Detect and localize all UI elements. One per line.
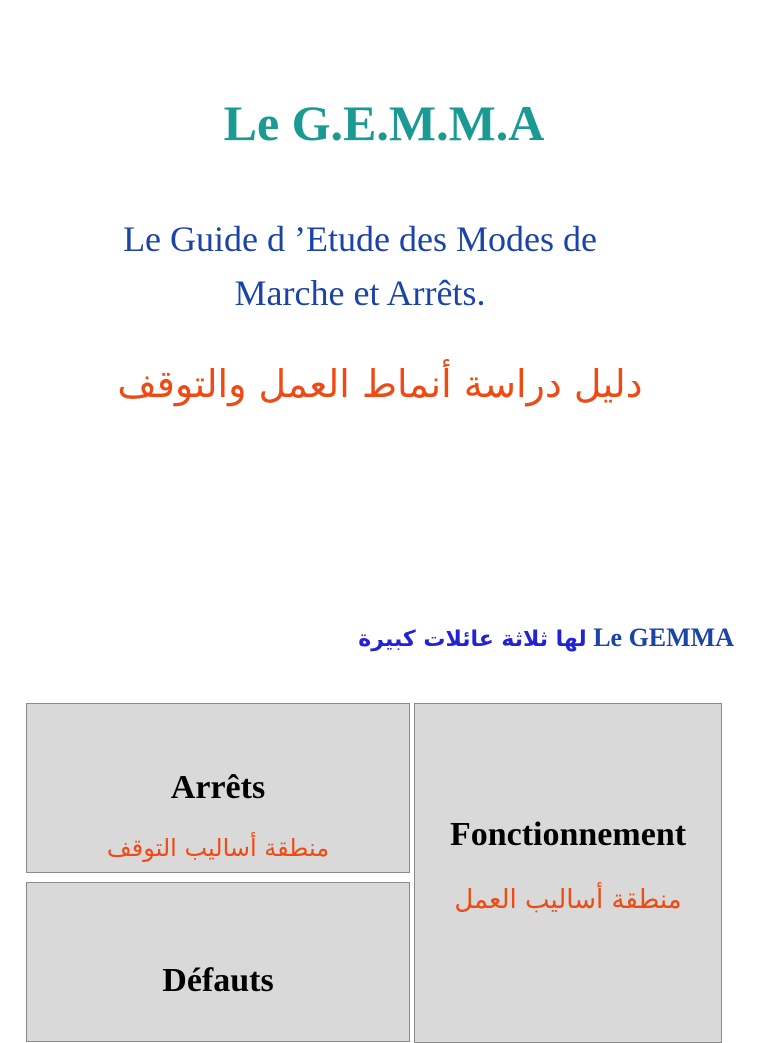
arrets-arabic-label: منطقة أساليب التوقف <box>106 834 330 862</box>
families-arabic-text: لها ثلاثة عائلات كبيرة <box>358 627 587 652</box>
families-heading <box>358 616 734 662</box>
subtitle <box>0 212 720 320</box>
arabic-subtitle: دليل دراسة أنماط العمل والتوقف <box>117 362 643 406</box>
fonctionnement-label: Fonctionnement <box>449 816 687 853</box>
defauts-box <box>26 882 410 1042</box>
arrets-label: Arrêts <box>170 769 266 806</box>
defauts-label: Défauts <box>162 962 274 999</box>
subtitle-line-2: Marche et Arrêts. <box>234 273 486 313</box>
page-title: Le G.E.M.M.A <box>223 95 545 151</box>
fonctionnement-box <box>414 703 722 1043</box>
arrets-box <box>26 703 410 873</box>
subtitle-line-1: Le Guide d ’Etude des Modes de <box>123 219 597 259</box>
families-latin-text: Le GEMMA <box>593 623 734 652</box>
fonctionnement-arabic-label: منطقة أساليب العمل <box>454 885 682 915</box>
